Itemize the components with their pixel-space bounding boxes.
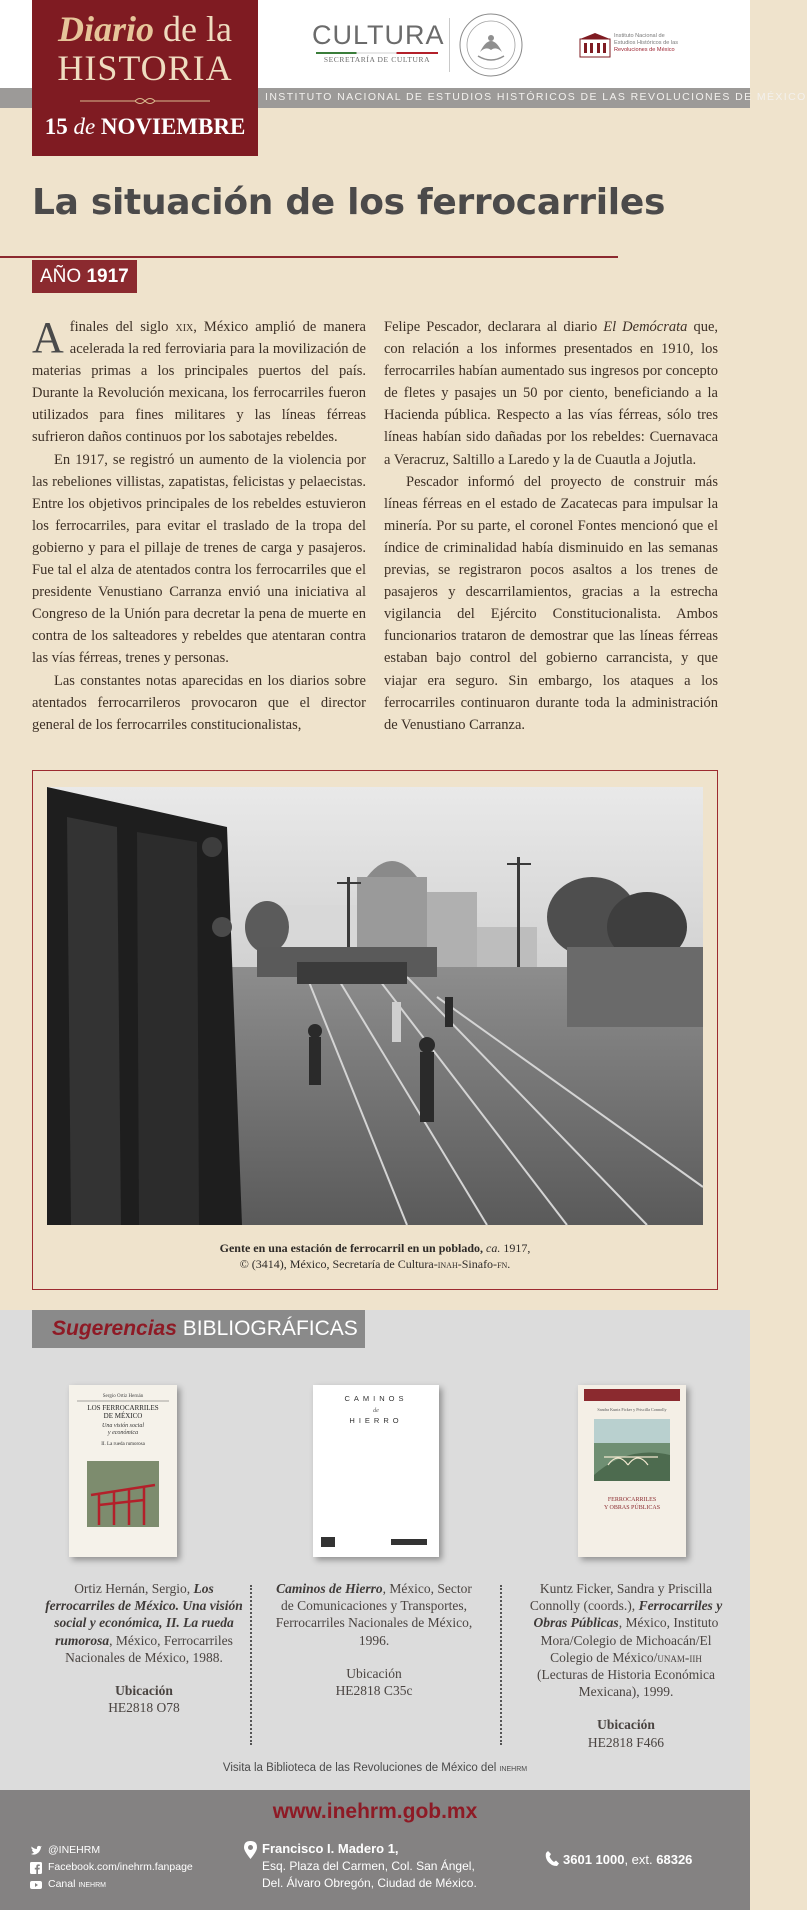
ref-details: (Lecturas de Historia Económica Mexicana), 1999. — [536, 1667, 716, 1700]
masthead-historia: HISTORIA — [57, 48, 233, 88]
location-label: Ubicación — [346, 1665, 402, 1681]
drop-cap: A — [32, 313, 64, 362]
book-cover-2[interactable] — [313, 1385, 439, 1557]
library-visit-note — [0, 1762, 750, 1774]
caption-line2 — [32, 1256, 718, 1272]
inehrm-logo-text — [614, 33, 724, 54]
book-reference-2 — [274, 1580, 474, 1699]
text-span: inah — [437, 1257, 458, 1271]
twitter-link[interactable] — [30, 1842, 193, 1859]
historic-photo — [47, 787, 703, 1225]
address-line2: Esq. Plaza del Carmen, Col. San Ángel, — [262, 1859, 475, 1873]
text-span: © (3414), México, Secretaría de Cultura- — [239, 1257, 438, 1271]
address — [262, 1840, 477, 1892]
facebook-page: Facebook.com/inehrm.fanpage — [48, 1861, 193, 1873]
text-span: que, con relación a los informes presentados en 1910, los ferrocarriles habían aumentado sus ingresos por concepto de fletes y pasajes un 50 por ciento, beneficiando a la Hacienda pública. Respecto a las vías férreas, sólo tres líneas habían sido dañadas por los rebeldes: Cuernavaca a Veracruz, Saltillo a Laredo y la de Cuautla a Jojutla. — [384, 319, 719, 468]
book-cover-art — [578, 1385, 686, 1557]
text-span: inehrm — [78, 1878, 106, 1890]
text-span: , México amplió de manera acelerada la red ferroviaria para la movilización de materias primas a los principales puertos del país. Durante la Revolución mexicana, los ferrocarriles fueron utilizados para fines militares y las líneas férreas sufrieron daños continuos por los sabotajes rebeldes. — [32, 319, 366, 446]
reference-citation — [44, 1580, 244, 1666]
twitter-icon — [30, 1845, 42, 1857]
masthead-diario: Diario — [58, 9, 155, 49]
ornament-icon — [80, 96, 210, 106]
caption-line1 — [32, 1240, 718, 1256]
book-cover-art — [313, 1385, 439, 1557]
location-code: HE2818 O78 — [108, 1700, 180, 1716]
cover-sub-2: y económica — [107, 1430, 139, 1436]
cover-title-1: CAMINOS — [344, 1394, 408, 1403]
ref-details-sc: unam-iih — [657, 1649, 702, 1665]
paragraph — [384, 316, 718, 471]
cover-sub-1: Una visión social — [102, 1423, 144, 1429]
cover-title-2: DE MÉXICO — [103, 1412, 143, 1420]
photo-caption — [32, 1240, 718, 1272]
cultura-subtitle: SECRETARÍA DE CULTURA — [323, 55, 431, 64]
article-column-right — [384, 316, 718, 736]
masthead — [32, 0, 258, 156]
youtube-icon — [30, 1879, 42, 1891]
youtube-channel — [48, 1876, 106, 1893]
article-title: La situación de los ferrocarriles — [32, 182, 666, 223]
caption-title: Gente en una estación de ferrocarril en un poblado, — [219, 1241, 484, 1255]
paragraph: En 1917, se registró un aumento de la violencia por las rebeliones villistas, zapatistas, felicistas y pelaecistas. Entre los objetivos principales de los rebeldes estuvieron los ferrocarriles, para evitar el traslado de la tropa del gobierno y para el pillaje de trenes de carga y pasajeros. Fue tal el alza de atentados contra los ferrocarriles que el presidente Venustiano Carranza envió una iniciativa al Congreso de la Unión para decretar la pena de muerte en contra de los salteadores y rebeldes que atentaran contra las vías férreas, trenes y personas. — [32, 451, 366, 667]
cultura-name: CULTURA — [312, 20, 445, 50]
website-link[interactable]: www.inehrm.gob.mx — [272, 1800, 478, 1823]
paragraph: Las constantes notas aparecidas en los diarios sobre atentados ferrocarrileros provocaron que el director general de los ferrocarriles constitucionalistas, — [32, 672, 366, 733]
location-pin-icon — [244, 1841, 257, 1859]
ref-author: Ortiz Hernán, Sergio, — [74, 1581, 194, 1596]
facebook-link[interactable] — [30, 1859, 193, 1876]
cover-author: Sandra Kuntz Ficker y Priscilla Connolly — [597, 1407, 667, 1412]
cover-title-1: LOS FERROCARRILES — [87, 1404, 159, 1412]
book-cover-1[interactable] — [69, 1385, 177, 1557]
masthead-de-la: de la — [154, 9, 232, 49]
text-span: Felipe Pescador, declarara al diario — [384, 319, 604, 335]
cultura-tricolor-line — [316, 52, 438, 54]
address-line1: Francisco I. Madero 1, — [262, 1841, 399, 1856]
date-de: de — [67, 114, 101, 139]
century: xix — [175, 319, 194, 335]
inehrm-line3: Revoluciones de México — [614, 47, 675, 53]
phone-number[interactable] — [563, 1852, 692, 1867]
paragraph: Pescador informó del proyecto de construir más líneas férreas en el estado de Zacatecas para impulsar la minería. Por su parte, el coronel Fontes mencionó que el índice de criminalidad había disminuido en las semanas previas, se registraron pocos asaltos a los trenes de pasajeros y descarrilamientos, gracias a la estrecha vigilancia del Ejército Constitucionalista. Ambos funcionarios trataron de demostrar que las líneas férreas estaban bajo control del gobierno carrancista, y que viajar era seguro. Sin embargo, los ataques a los ferrocarriles continuaron durante toda la administración de Venustiano Carranza. — [384, 473, 718, 733]
twitter-handle: @INEHRM — [48, 1844, 101, 1856]
location-label: Ubicación — [115, 1683, 173, 1699]
ref-title: Caminos de Hierro — [276, 1581, 383, 1596]
cultura-logo — [312, 20, 445, 64]
footer — [0, 1790, 750, 1910]
location-label: Ubicación — [597, 1717, 655, 1733]
book-cover-3[interactable] — [578, 1385, 686, 1557]
cover-de: de — [373, 1408, 379, 1414]
article-column-left — [32, 313, 366, 736]
suggestions-heading — [32, 1310, 365, 1348]
ext-label: , ext. — [624, 1852, 657, 1867]
institute-name: INSTITUTO NACIONAL DE ESTUDIOS HISTÓRICOS DE LAS REVOLUCIONES DE MÉXICO — [265, 91, 807, 103]
inehrm-line1: Instituto Nacional de — [614, 33, 665, 39]
railway-station-image — [47, 787, 703, 1225]
phone-icon — [545, 1851, 559, 1867]
caption-ca: ca. — [483, 1241, 501, 1255]
heading-highlight: Sugerencias — [52, 1317, 177, 1340]
year-value: 1917 — [86, 266, 129, 287]
cover-volume: II. La rueda rumorosa — [101, 1442, 145, 1447]
reference-citation — [274, 1580, 474, 1649]
text-span: fn — [497, 1257, 508, 1271]
date-day: 15 — [44, 114, 68, 139]
title-rule — [0, 256, 618, 258]
reference-citation — [526, 1580, 726, 1700]
address-line3: Del. Álvaro Obregón, Ciudad de México. — [262, 1876, 477, 1890]
ref-details: , México, Instituto Mora/Colegio de Michoacán/El Colegio de México/ — [540, 1615, 719, 1665]
year-badge — [32, 260, 137, 293]
ref-details: , México, Sector de Comunicaciones y Transportes, Ferrocarriles Nacionales de México, 1996. — [275, 1581, 473, 1648]
text-span: . — [507, 1257, 511, 1271]
ref-title: Ferrocarriles y Obras Públicas — [533, 1598, 723, 1631]
book-reference-1 — [44, 1580, 244, 1716]
social-links — [30, 1842, 193, 1893]
masthead-date — [32, 114, 258, 140]
date-month: NOVIEMBRE — [100, 114, 246, 139]
facebook-icon — [30, 1862, 42, 1874]
text-span: finales del siglo — [69, 319, 176, 335]
caption-year: 1917, — [500, 1241, 531, 1255]
visit-text: Visita la Biblioteca de las Revoluciones de México del — [222, 1762, 500, 1774]
book-reference-3 — [526, 1580, 726, 1751]
cover-title-2: Y OBRAS PÚBLICAS — [603, 1505, 661, 1511]
dotted-divider — [500, 1585, 502, 1745]
cover-title-2: HIERRO — [349, 1416, 403, 1425]
location-code: HE2818 F466 — [587, 1734, 665, 1750]
cover-author: Sergio Ortiz Hernán — [102, 1394, 144, 1399]
visit-inehrm: inehrm — [499, 1763, 528, 1774]
text-span: -Sinafo- — [457, 1257, 498, 1271]
newspaper-name: El Demócrata — [603, 319, 688, 335]
year-label: AÑO — [40, 266, 82, 287]
youtube-link[interactable] — [30, 1876, 193, 1893]
paragraph — [32, 313, 366, 449]
inehrm-line2: Estudios Históricos de las — [614, 40, 679, 46]
location-code: HE2818 C35c — [335, 1683, 413, 1699]
dotted-divider — [250, 1585, 252, 1745]
ref-author: Kuntz Ficker, Sandra y Priscilla Connolly (coords.), — [529, 1581, 713, 1614]
ref-details: , México, Ferrocarriles Nacionales de México, 1988. — [65, 1632, 233, 1665]
inehrm-logo-icon — [580, 33, 610, 57]
heading-rest: BIBLIOGRÁFICAS — [176, 1317, 358, 1340]
book-cover-art — [69, 1385, 177, 1557]
ext-number: 68326 — [656, 1852, 693, 1867]
masthead-line1 — [32, 8, 258, 50]
ref-title: Los ferrocarriles de México. Una visión social y económica, II. La rueda rumorosa — [45, 1581, 243, 1648]
phone-main: 3601 1000 — [563, 1852, 625, 1867]
mexican-seal-icon — [458, 12, 524, 78]
text-span: Canal — [48, 1878, 79, 1890]
logo-divider — [449, 18, 450, 72]
cover-title-1: FERROCARRILES — [607, 1497, 657, 1503]
